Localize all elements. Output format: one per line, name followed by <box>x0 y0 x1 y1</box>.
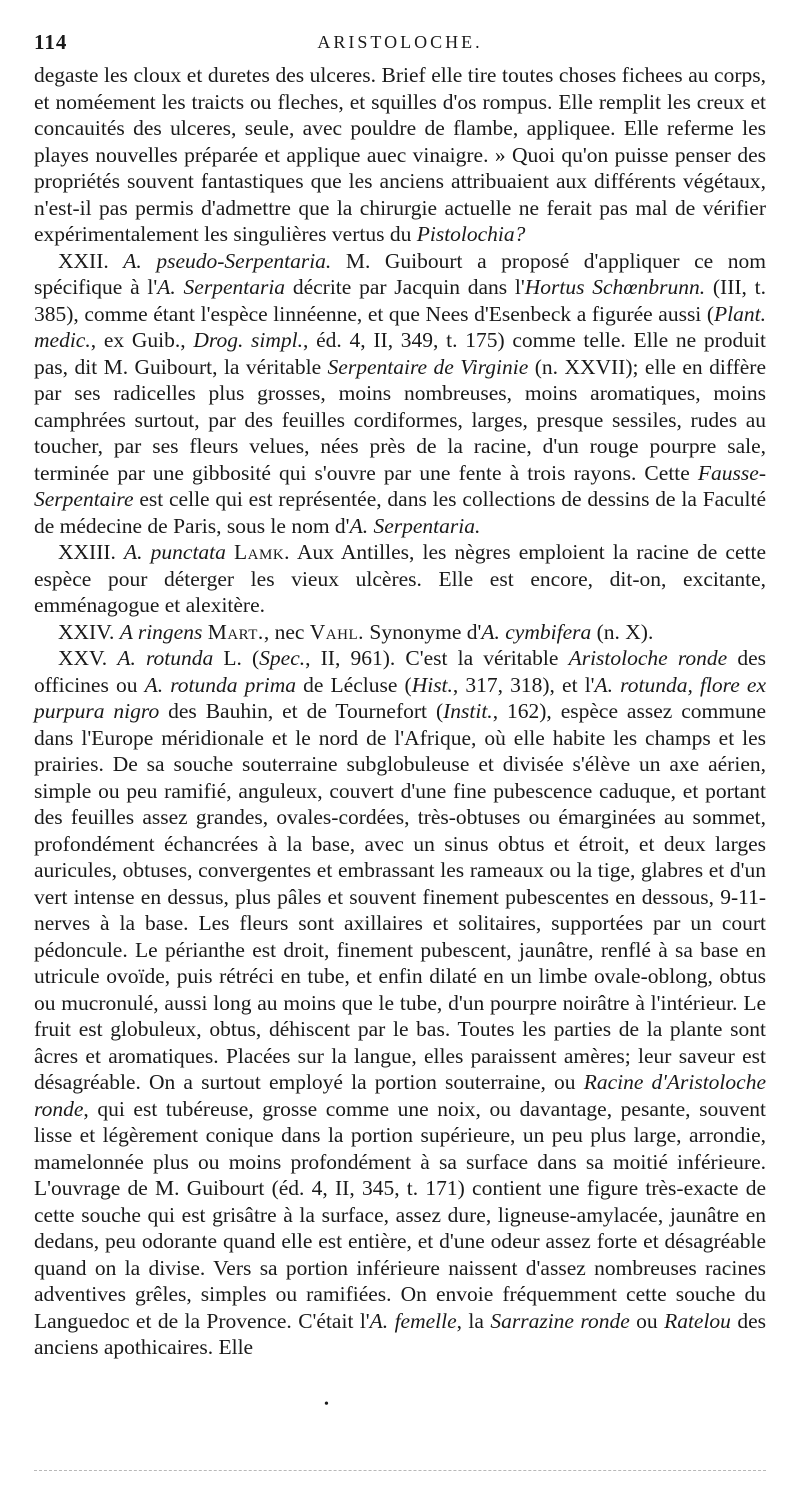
italic-run: Drog. simpl. <box>193 328 304 352</box>
italic-run: Aristoloche ronde <box>568 646 728 670</box>
italic-run: Serpentaire de Virginie <box>327 354 529 379</box>
text-run: (III, t. 385), comme étant l'espèce linnéenne, et que Nees d'Esenbeck a figurée aussi ( <box>34 275 766 326</box>
italic-run: A. cymbifera <box>481 619 592 644</box>
page-number: 114 <box>34 30 68 54</box>
italic-run: Hortus Schœnbrunn. <box>524 275 706 299</box>
text-run: , éd. 4, II, 349, t. 175) comme telle. Elle ne produit pas, dit M. Guibourt, la véritable <box>34 328 767 379</box>
entry-xxiii-punctata <box>34 539 766 619</box>
italic-run: A. rotunda, flore ex purpura nigro <box>34 672 766 723</box>
text-run: XXIV. <box>58 619 120 644</box>
text-run: degaste les cloux et duretes des ulceres. Brief elle tire toutes choses fichees au corps, et noméement les traicts ou fleches, et squilles d'os rompus. Elle remplit les creux et concauités des ulceres, seule, avec pouldre de flambe, appliquee. Elle referme les playes nouvelles préparée et applique auec vinaigre. » Quoi qu'on puisse penser des propriétés souvent fantastiques que les anciens attribuaient aux différents végétaux, n'est-il pas permis d'admettre que la chirurgie actuelle ne ferait pas mal de vérifier expérimentalement les singulières vertus du <box>34 63 766 246</box>
text-run: , 317, 318), et l' <box>452 672 595 697</box>
italic-run: A. Serpentaria. <box>349 513 481 538</box>
text-run: des anciens apothicaires. Elle <box>34 1308 766 1359</box>
footer-mark: • <box>324 1397 329 1412</box>
italic-run: Instit. <box>443 699 493 723</box>
italic-run: A. rotunda <box>117 646 214 670</box>
text-run: , la <box>456 1308 491 1333</box>
italic-run: Fausse-Serpentaire <box>34 460 766 511</box>
entry-xxii-pseudo-serpentaria <box>34 248 766 540</box>
author-abbrev: Vahl. <box>309 619 365 644</box>
footer-rule <box>34 1470 766 1473</box>
text-run: , ex Guib., <box>90 328 194 352</box>
text-run: Aux Antilles, les nègres emploient la racine de cette espèce pour déterger les vieux ulcères. Elle est encore, dit-on, excitante, emménagogue et alexitère. <box>34 540 767 617</box>
text-run: L. ( <box>213 646 260 670</box>
italic-run: A. punctata <box>124 540 226 564</box>
text-run: (n. X). <box>591 619 654 644</box>
text-run: (n. XXVII); elle en diffère par ses radicelles plus grosses, moins nombreuses, moins aromatiques, moins camphrées surtout, par des feuilles cordiformes, larges, presque sessiles, rudes au toucher, par ses fleurs velues, nées près de la racine, d'un rouge pourpre sale, terminée par une gibbosité qui s'ouvre par une fente à trois rayons. Cette <box>34 354 766 485</box>
page-body <box>34 62 766 1361</box>
text-run: , nec <box>263 619 310 644</box>
text-run: M. Guibourt a proposé d'appliquer ce nom spécifique à l' <box>34 248 766 299</box>
text-run: , 162), espèce assez commune dans l'Europe méridionale et le nord de l'Afrique, où elle habite les champs et les prairies. De sa souche souterraine subglobuleuse et divisée s'élève un axe aérien, simple ou peu ramifié, anguleux, couvert d'une fine pubescence caduque, et portant des feuilles assez grandes, ovales-cordées, très-obtuses ou émarginées au sommet, profondément échancrées à la base, avec un sinus obtus et étroit, et deux larges auricules, obtuses, convergentes et embrassant les rameaux ou la tige, glabres et d'un vert intense en dessus, plus pâles et souvent finement pubescentes en dessous, 9-11-nerves à la base. Les fleurs sont axillaires et solitaires, supportées par un court pédoncule. Le périanthe est droit, finement pubescent, jaunâtre, renflé à sa base en utricule ovoïde, puis rétréci en tube, et enfin dilaté en un limbe ovale-oblong, obtus ou mucronulé, aussi long au moins que le tube, d'un pourpre noirâtre à l'intérieur. Le fruit est globuleux, obtus, déhiscent par le bas. Toutes les parties de la plante sont âcres et aromatiques. Placées sur la langue, elles paraissent amères; leur saveur est désagréable. On a surtout employé la portion souterraine, ou <box>34 699 766 1094</box>
text-run: ou <box>629 1308 665 1333</box>
italic-run: A. rotunda prima <box>144 672 296 697</box>
italic-run: Racine d'Aristoloche ronde <box>34 1070 766 1121</box>
text-run: est celle qui est représentée, dans les collections de dessins de la Faculté de médecine de Paris, sous le nom d' <box>34 487 766 538</box>
text-run: Synonyme d' <box>364 619 482 644</box>
running-title: ARISTOLOCHE. <box>317 32 483 52</box>
text-run: de Lécluse ( <box>296 672 412 697</box>
italic-run: A ringens <box>119 619 203 644</box>
page-header <box>34 28 766 62</box>
entry-xxiv-ringens <box>34 619 766 646</box>
text-run: des Bauhin, et de Tournefort ( <box>159 699 444 723</box>
italic-run: Spec. <box>259 646 306 670</box>
italic-run: Hist. <box>411 672 453 697</box>
italic-run: A. pseudo-Serpentaria. <box>123 248 332 273</box>
italic-run: A. femelle <box>369 1308 457 1333</box>
author-abbrev: Mart. <box>207 619 264 644</box>
author-abbrev: Lamk. <box>234 540 291 564</box>
italic-run: Ratelou <box>664 1308 731 1333</box>
text-run <box>226 540 234 564</box>
text-run: , II, 961). C'est la véritable <box>305 646 569 670</box>
paragraph-continuation <box>34 62 766 248</box>
text-run: des officines ou <box>34 646 766 697</box>
text-run: , qui est tubéreuse, grosse comme une noix, ou davantage, pesante, souvent lisse et légèrement conique dans la portion supérieure, un peu plus large, arrondie, mamelonnée plus ou moins profondément à sa surface dans sa moitié inférieure. L'ouvrage de M. Guibourt (éd. 4, II, 345, t. 171) contient une figure très-exacte de cette souche qui est grisâtre à la surface, assez dure, ligneuse-amylacée, jaunâtre en dedans, peu odorante quand elle est entière, et d'une odeur assez forte et désagréable quand on la divise. Vers sa portion inférieure naissent d'assez nombreuses racines adventives grêles, simples ou ramifiées. On envoie fréquemment cette souche du Languedoc et de la Provence. C'était l' <box>34 1096 766 1333</box>
italic-run: Pistolochia? <box>416 222 526 246</box>
text-run: XXIII. <box>58 540 125 564</box>
text-run: XXV. <box>58 646 118 670</box>
text-run: XXII. <box>58 248 124 273</box>
text-run: décrite par Jacquin dans l' <box>285 275 525 299</box>
italic-run: Plant. medic. <box>34 301 766 352</box>
italic-run: Sarrazine ronde <box>490 1308 630 1333</box>
entry-xxv-rotunda <box>34 645 766 1361</box>
italic-run: A. Serpentaria <box>157 275 286 299</box>
